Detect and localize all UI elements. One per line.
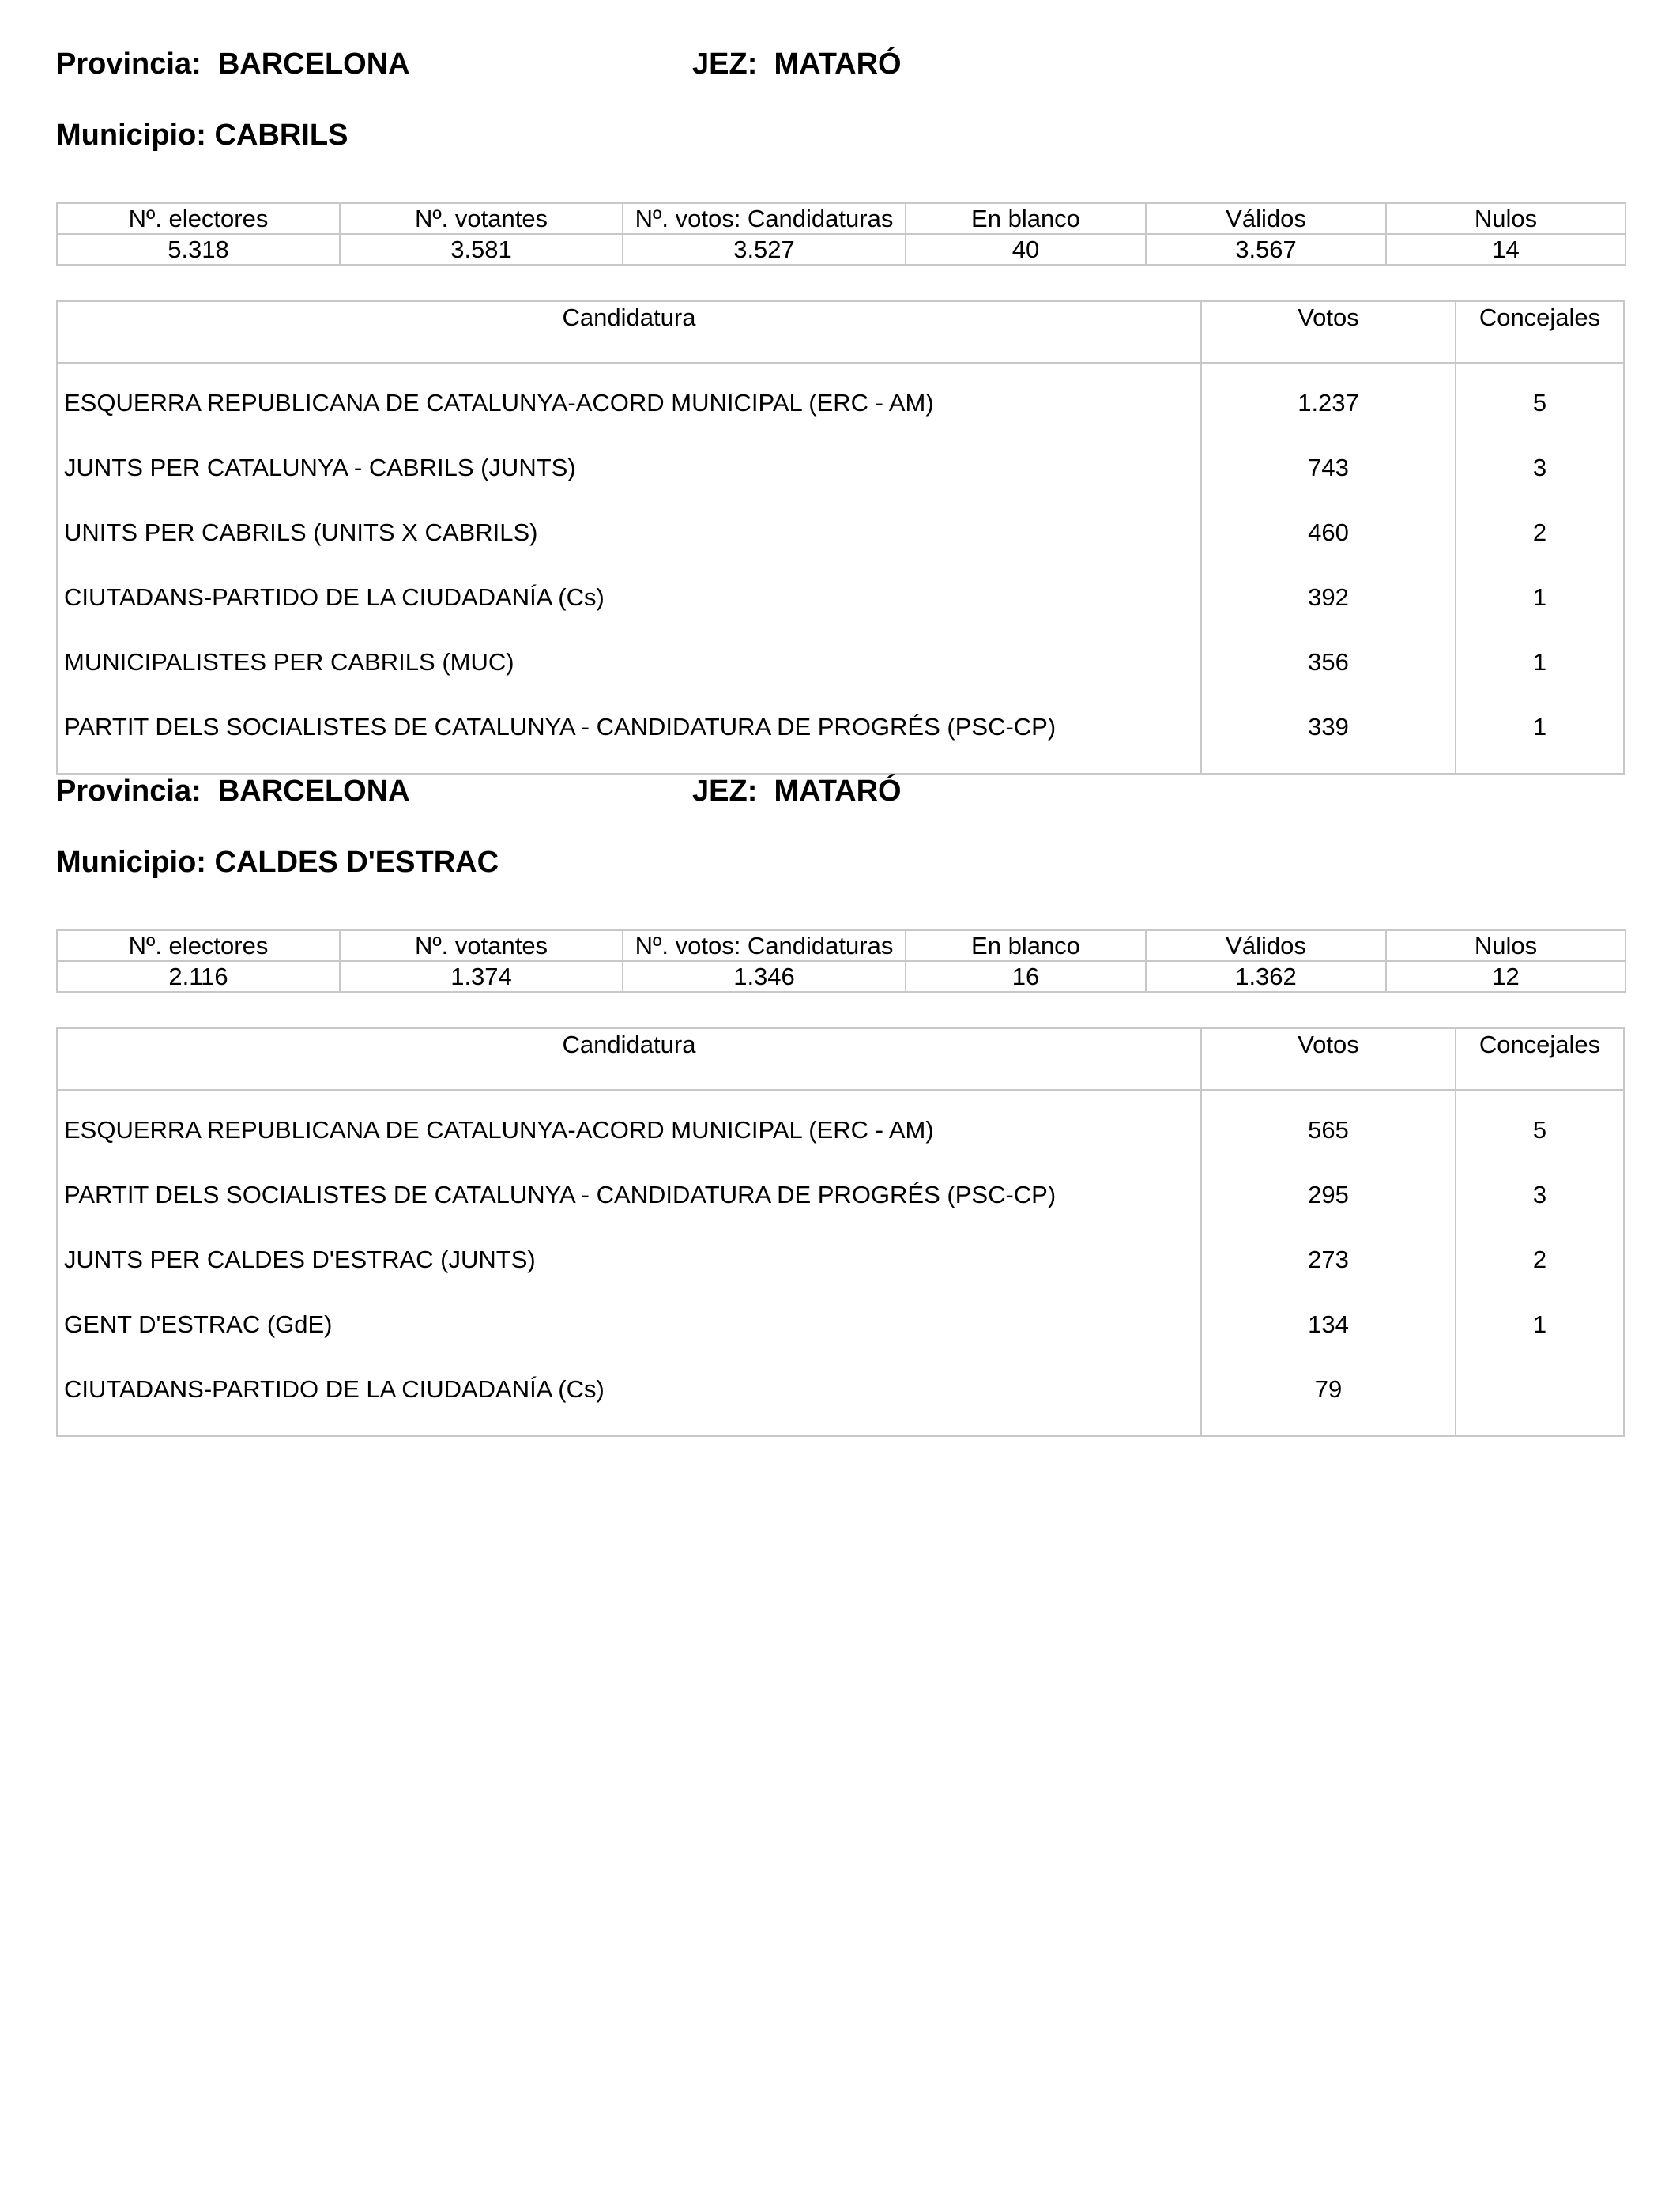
- summary-header-cell: Nº. electores: [57, 930, 340, 961]
- col-header-candidatura: Candidatura: [58, 1029, 1202, 1089]
- summary-table: [56, 929, 1626, 993]
- summary-header-cell: Nulos: [1386, 203, 1625, 234]
- col-header-candidatura: Candidatura: [58, 302, 1202, 362]
- jez-value: MATARÓ: [774, 775, 902, 808]
- candidatura-name: CIUTADANS-PARTIDO DE LA CIUDADANÍA (Cs): [64, 1375, 605, 1403]
- concejales-value: 1: [1532, 1310, 1547, 1338]
- votos-value: 1.237: [1298, 389, 1359, 417]
- jez-heading: [692, 775, 902, 809]
- candidatura-name: CIUTADANS-PARTIDO DE LA CIUDADANÍA (Cs): [64, 583, 605, 611]
- results-header-row: [58, 1029, 1623, 1091]
- votos-column: [1202, 1091, 1456, 1435]
- section-header: [56, 47, 1625, 92]
- concejales-value: 3: [1532, 1181, 1547, 1208]
- concejales-value: 3: [1532, 454, 1547, 481]
- provincia-value: BARCELONA: [217, 775, 410, 808]
- summary-value-cell: 14: [1386, 234, 1625, 265]
- col-header-concejales: Concejales: [1478, 1031, 1601, 1058]
- votos-value: 460: [1308, 518, 1349, 546]
- municipio-section-cabrils: [56, 47, 1625, 775]
- results-body: [58, 1091, 1623, 1435]
- provincia-value: BARCELONA: [217, 47, 410, 81]
- candidatura-name: ESQUERRA REPUBLICANA DE CATALUNYA-ACORD MUNICIPAL (ERC - AM): [64, 389, 934, 417]
- summary-header-cell: Nº. electores: [57, 203, 340, 234]
- col-header-votos: Votos: [1202, 1029, 1456, 1089]
- summary-header-row: [57, 203, 1625, 234]
- summary-value-cell: 1.374: [340, 961, 623, 992]
- candidatura-name: JUNTS PER CALDES D'ESTRAC (JUNTS): [64, 1246, 536, 1273]
- summary-value-cell: 16: [906, 961, 1146, 992]
- summary-value-cell: 2.116: [57, 961, 340, 992]
- municipio-section-caldes-destrac: [56, 775, 1625, 1437]
- candidatura-column: [58, 364, 1202, 773]
- section-header: [56, 775, 1625, 819]
- results-table: [56, 300, 1625, 775]
- votos-column: [1202, 364, 1456, 773]
- candidatura-name: UNITS PER CABRILS (UNITS X CABRILS): [64, 518, 538, 546]
- summary-value-row: [57, 234, 1625, 265]
- summary-value-row: [57, 961, 1625, 992]
- municipio-label: Municipio:: [56, 846, 206, 879]
- summary-value-cell: 3.527: [623, 234, 906, 265]
- votos-value: 273: [1308, 1246, 1349, 1273]
- candidatura-name: PARTIT DELS SOCIALISTES DE CATALUNYA - CANDIDATURA DE PROGRÉS (PSC-CP): [64, 713, 1057, 741]
- concejales-value: [1456, 1366, 1623, 1431]
- votos-value: 356: [1308, 648, 1349, 676]
- summary-value-cell: 3.581: [340, 234, 623, 265]
- summary-value-cell: 5.318: [57, 234, 340, 265]
- municipio-heading: [56, 119, 1625, 163]
- summary-header-cell: Válidos: [1146, 203, 1386, 234]
- municipio-value: CABRILS: [214, 119, 348, 152]
- concejales-value: 2: [1532, 1246, 1547, 1273]
- jez-heading: [692, 47, 902, 81]
- concejales-value: 5: [1532, 389, 1547, 417]
- candidatura-name: GENT D'ESTRAC (GdE): [64, 1310, 333, 1338]
- votos-value: 79: [1314, 1375, 1343, 1403]
- col-header-votos: Votos: [1202, 302, 1456, 362]
- candidatura-name: ESQUERRA REPUBLICANA DE CATALUNYA-ACORD MUNICIPAL (ERC - AM): [64, 1116, 934, 1144]
- municipio-value: CALDES D'ESTRAC: [214, 846, 499, 879]
- summary-header-cell: Válidos: [1146, 930, 1386, 961]
- summary-header-cell: En blanco: [906, 203, 1146, 234]
- concejales-value: 2: [1532, 518, 1547, 546]
- provincia-label: Provincia:: [56, 775, 202, 808]
- jez-label: JEZ:: [692, 47, 758, 81]
- summary-header-row: [57, 930, 1625, 961]
- provincia-label: Provincia:: [56, 47, 202, 81]
- col-header-concejales: Concejales: [1478, 303, 1601, 331]
- concejales-column: [1456, 1091, 1623, 1435]
- provincia-heading: [56, 775, 410, 809]
- provincia-heading: [56, 47, 410, 81]
- results-header-row: [58, 302, 1623, 364]
- concejales-value: 1: [1532, 648, 1547, 676]
- votos-value: 743: [1308, 454, 1349, 481]
- concejales-column: [1456, 364, 1623, 773]
- summary-value-cell: 1.346: [623, 961, 906, 992]
- votos-value: 339: [1308, 713, 1349, 741]
- summary-header-cell: Nulos: [1386, 930, 1625, 961]
- summary-table: [56, 202, 1626, 266]
- candidatura-column: [58, 1091, 1202, 1435]
- votos-value: 134: [1308, 1310, 1349, 1338]
- summary-header-cell: Nº. votos: Candidaturas: [623, 203, 906, 234]
- results-table: [56, 1027, 1625, 1437]
- votos-value: 295: [1308, 1181, 1349, 1208]
- summary-header-cell: Nº. votos: Candidaturas: [623, 930, 906, 961]
- jez-label: JEZ:: [692, 775, 758, 808]
- concejales-value: 5: [1532, 1116, 1547, 1144]
- concejales-value: 1: [1532, 713, 1547, 741]
- votos-value: 565: [1308, 1116, 1349, 1144]
- results-body: [58, 364, 1623, 773]
- summary-value-cell: 1.362: [1146, 961, 1386, 992]
- summary-value-cell: 40: [906, 234, 1146, 265]
- candidatura-name: JUNTS PER CATALUNYA - CABRILS (JUNTS): [64, 454, 576, 481]
- summary-header-cell: Nº. votantes: [340, 930, 623, 961]
- summary-value-cell: 3.567: [1146, 234, 1386, 265]
- summary-value-cell: 12: [1386, 961, 1625, 992]
- concejales-value: 1: [1532, 583, 1547, 611]
- summary-header-cell: En blanco: [906, 930, 1146, 961]
- candidatura-name: MUNICIPALISTES PER CABRILS (MUC): [64, 648, 514, 676]
- jez-value: MATARÓ: [774, 47, 902, 81]
- votos-value: 392: [1308, 583, 1349, 611]
- candidatura-name: PARTIT DELS SOCIALISTES DE CATALUNYA - CANDIDATURA DE PROGRÉS (PSC-CP): [64, 1181, 1057, 1208]
- municipio-label: Municipio:: [56, 119, 206, 152]
- municipio-heading: [56, 846, 1625, 890]
- summary-header-cell: Nº. votantes: [340, 203, 623, 234]
